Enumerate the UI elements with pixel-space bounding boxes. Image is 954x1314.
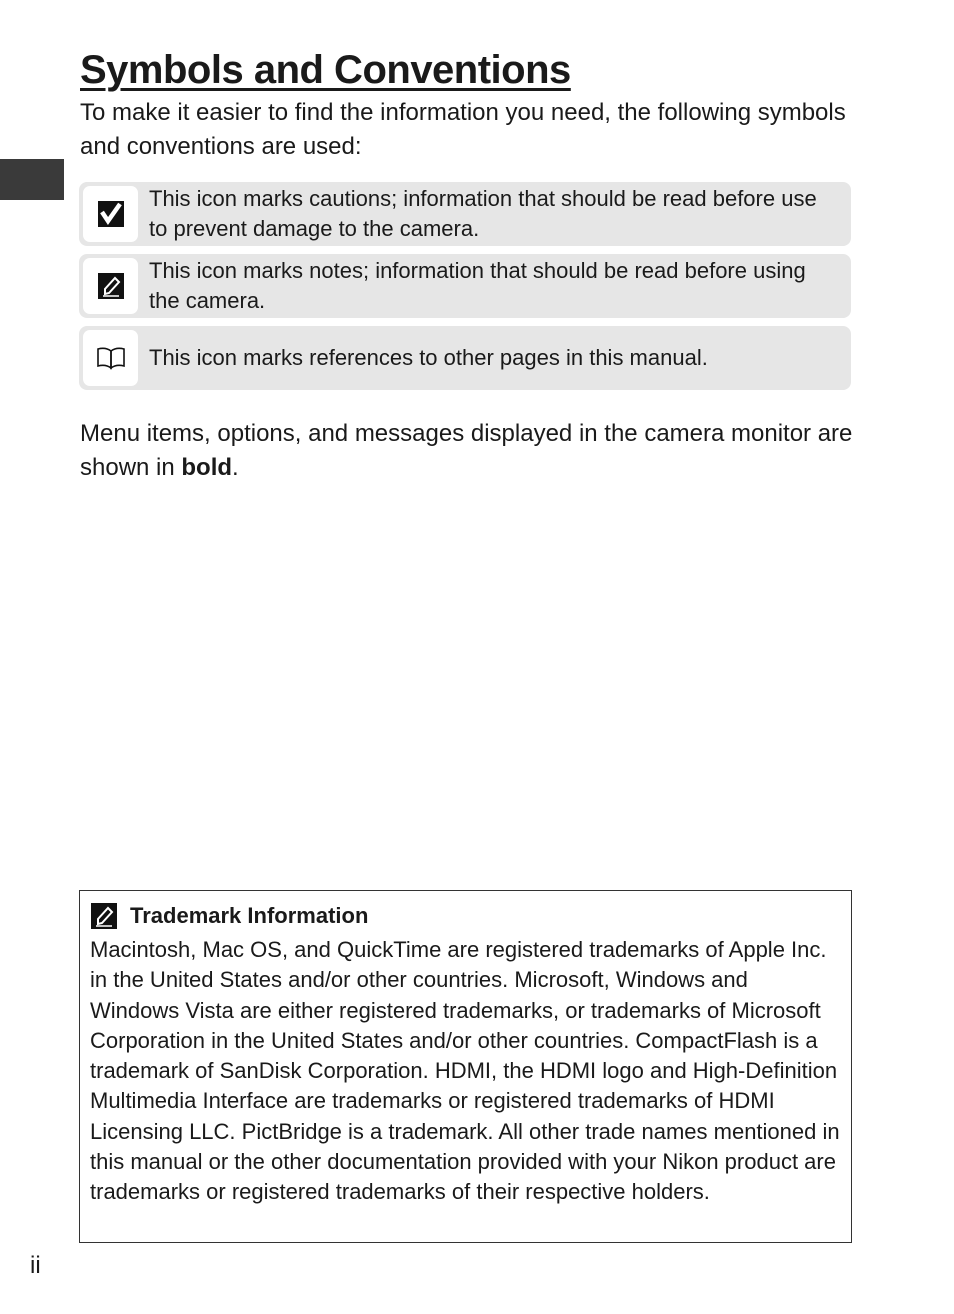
symbol-row-note bbox=[79, 254, 851, 318]
symbol-note-text: This icon marks notes; information that should be read before using the camera. bbox=[149, 258, 806, 313]
caution-check-icon bbox=[83, 186, 138, 242]
menu-conventions-text bbox=[80, 417, 870, 485]
menu-note-text: Menu items, options, and messages displayed in the camera monitor are shown in bbox=[80, 420, 853, 481]
symbol-reference-text: This icon marks references to other pages in this manual. bbox=[149, 345, 708, 370]
symbol-row-caution bbox=[79, 182, 851, 246]
page-title: Symbols and Conventions bbox=[80, 48, 571, 92]
symbol-caution-text: This icon marks cautions; information that should be read before use to prevent damage to the camera. bbox=[149, 186, 817, 241]
book-reference-icon bbox=[83, 330, 138, 386]
note-pencil-icon bbox=[83, 258, 138, 314]
trademark-box bbox=[79, 890, 852, 1243]
page-number: ii bbox=[30, 1252, 41, 1279]
menu-note-end: . bbox=[232, 454, 239, 481]
trademark-heading: Trademark Information bbox=[130, 903, 369, 928]
section-tab bbox=[0, 159, 64, 200]
symbol-row-reference bbox=[79, 326, 851, 390]
intro-text: To make it easier to find the information you need, the following symbols and conventions are used: bbox=[80, 99, 846, 160]
trademark-header bbox=[90, 901, 841, 931]
bold-example: bold bbox=[181, 454, 233, 481]
note-pencil-icon bbox=[90, 902, 118, 930]
trademark-body: Macintosh, Mac OS, and QuickTime are registered trademarks of Apple Inc. in the United States and/or other countries. Microsoft, Windows and Windows Vista are either registered trademarks, or trademarks of Microsoft Corporation in the United States and/or other countries. CompactFlash is a trademark of SanDisk Corporation. HDMI, the HDMI logo and High-Definition Multimedia Interface are trademarks or registered trademarks of HDMI Licensing LLC. PictBridge is a trademark. All other trade names mentioned in this manual or the other documentation provided with your Nikon product are trademarks or registered trademarks of their respective holders. bbox=[90, 937, 840, 1205]
